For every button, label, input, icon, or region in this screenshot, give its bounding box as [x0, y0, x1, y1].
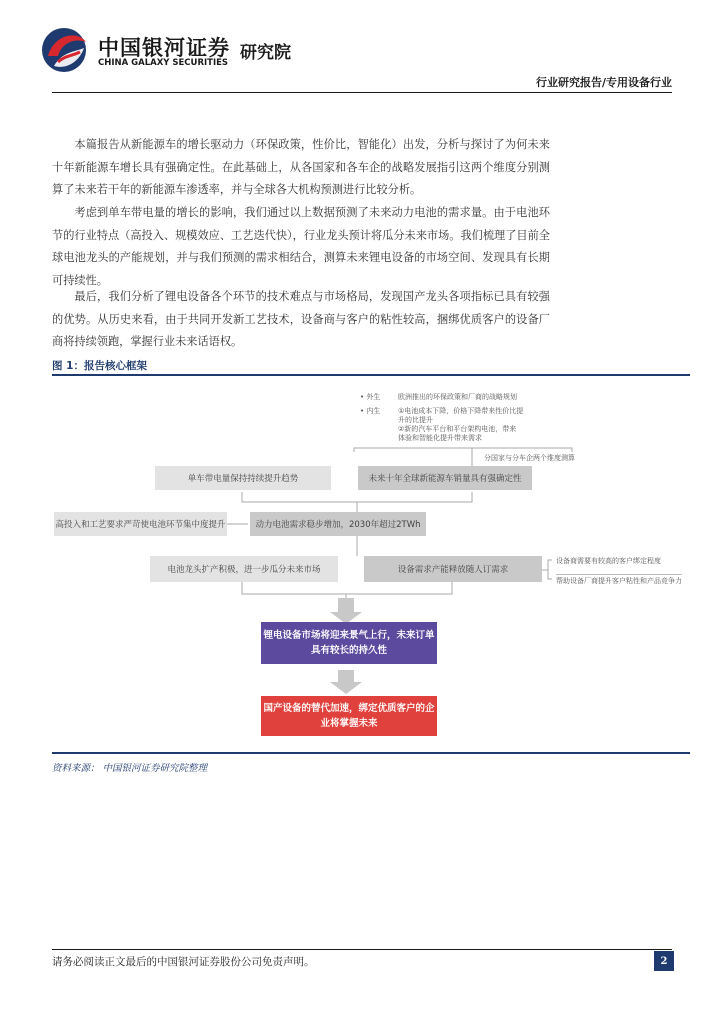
- box-single-vehicle-battery: 单车带电量保持持续提升趋势: [155, 466, 331, 490]
- right-note-2: 帮助设备厂商提升客户粘性和产品竞争力: [556, 574, 682, 586]
- bullet1-text: 欧洲推出的环保政策和厂商的战略规划: [398, 393, 517, 401]
- company-logo: [40, 26, 315, 74]
- right-note-1: 设备商需要有较高的客户绑定程度: [556, 557, 661, 565]
- paragraph-3: 最后，我们分析了锂电设备各个环节的技术难点与市场格局，发现国产龙头各项指标已具有较强的优势。从历史来看，由于共同开发新工艺技术，设备商与客户的粘性较高，捆绑优质客户的设备厂商将持续领跑，掌握行业未来话语权。: [52, 290, 550, 348]
- bullet2-text-2: 升的比提升: [398, 416, 433, 424]
- box-leaders-expand: 电池龙头扩产积极，进一步瓜分未来市场: [150, 556, 338, 582]
- figure-bottom-rule: [52, 752, 690, 754]
- conclusion-box-market: 锂电设备市场将迎来景气上行，未来订单具有较长的持久性: [261, 622, 437, 664]
- bullet2-text-1: ①电池成本下降，价格下降带来性价比提: [398, 407, 524, 415]
- paragraph-1: 本篇报告从新能源车的增长驱动力（环保政策，性价比，智能化）出发，分析与探讨了为何未来十年新能源车增长具有强确定性。在此基础上，从各国家和各车企的战略发展指引这两个维度分别测算了未来若干年的新能源车渗透率，并与全球各大机构预测进行比较分析。: [52, 138, 550, 196]
- logo-chinese-name: 中国银河证券: [98, 36, 230, 60]
- box-ten-year-certainty: 未来十年全球新能源车销量具有强确定性: [358, 466, 532, 490]
- bullet2-text-3: ②新的汽车平台和平台架构电池，带来: [398, 425, 517, 433]
- page-number: 2: [654, 951, 674, 971]
- bullet1-label: • 外生: [360, 393, 381, 401]
- logo-english-name: CHINA GALAXY SECURITIES: [98, 58, 229, 68]
- box-equipment-capacity: 设备需求产能释放随人订需求: [364, 556, 542, 582]
- logo-institute-name: 研究院: [240, 43, 291, 63]
- breadcrumb: 行业研究报告/专用设备行业: [535, 76, 672, 89]
- figure-title: 图 1：报告核心框架: [52, 360, 147, 372]
- bullet2-text-4: 体验和智能化提升带来需求: [398, 434, 482, 442]
- down-arrow-2: [330, 670, 362, 694]
- bullet2-label: • 内生: [360, 407, 381, 415]
- paragraph-2: 考虑到单车带电量的增长的影响，我们通过以上数据预测了未来动力电池的需求量。由于电池环节的行业特点（高投入、规模效应、工艺迭代快），行业龙头预计将瓜分未来市场。我们梳理了目前全球电池龙头的产能规划，并与我们预测的需求相结合，测算未来锂电设备的市场空间、发现具有长期可持续性。: [52, 206, 550, 287]
- conclusion-box-domestic: 国产设备的替代加速，绑定优质客户的企业将掌握未来: [261, 696, 437, 736]
- box-high-investment: 高投入和工艺要求严苛使电池环节集中度提升: [54, 512, 227, 536]
- galaxy-logo-icon: [40, 26, 92, 74]
- header-divider: [52, 92, 672, 93]
- box-battery-demand: 动力电池需求稳步增加，2030年超过2TWh: [250, 512, 426, 536]
- down-arrow-1: [330, 598, 362, 624]
- footer-divider: [52, 949, 672, 950]
- figure-source: 资料来源： 中国银河证券研究院整理: [52, 763, 208, 774]
- disclaimer-text: 请务必阅读正文最后的中国银河证券股份公司免责声明。: [52, 956, 315, 968]
- dimension-note: 分国家与分车企两个维度测算: [484, 454, 575, 462]
